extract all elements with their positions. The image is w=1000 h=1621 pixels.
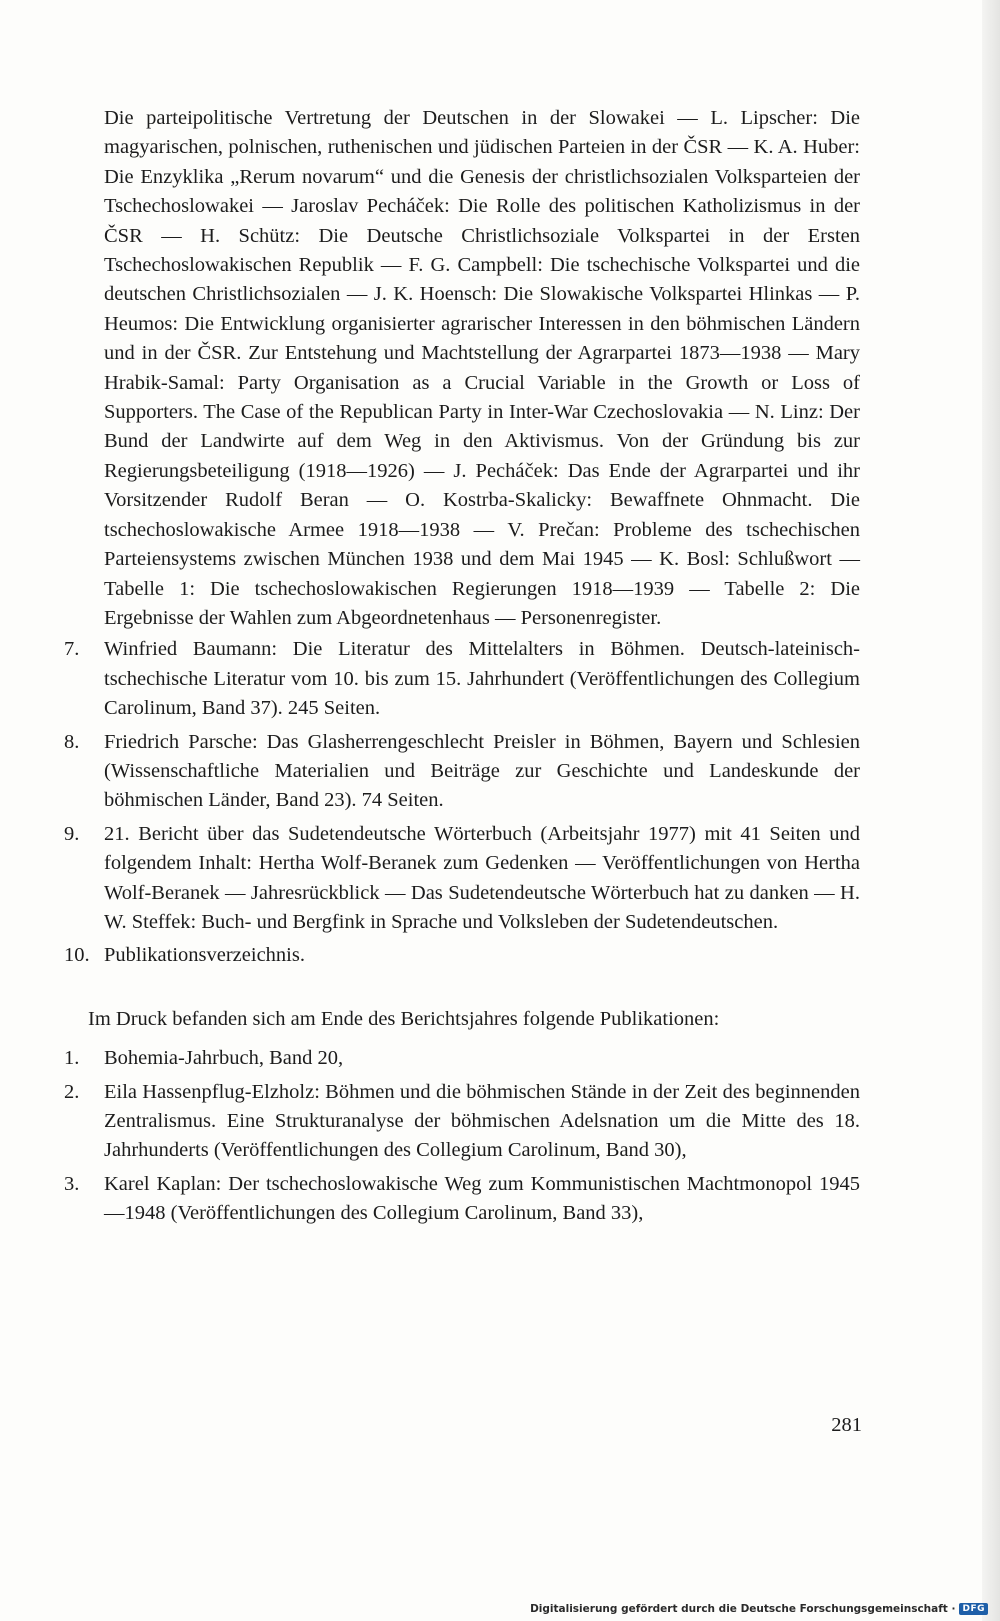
list-item-number: 7. [64,638,80,661]
list-item [64,1044,860,1073]
list-item-text: Winfried Baumann: Die Literatur des Mittelalters in Böhmen. Deutsch-lateinisch-tschechische Literatur vom 10. bis zum 15. Jahrhundert (Veröffentlichungen des Collegium Carolinum, Band 37). 245 Seiten. [104,638,860,720]
list-item [64,635,860,723]
page-edge-shadow [982,0,1000,1621]
list-item-number: 9. [64,822,80,845]
list-item [64,1078,860,1166]
published-list [64,635,860,970]
list-item-text: Friedrich Parsche: Das Glasherrengeschlecht Preisler in Böhmen, Bayern und Schlesien (Wissenschaftliche Materialien und Beiträge zur Geschichte und Landeskunde der böhmischen Länder, Band 23). 74 Seiten. [104,730,860,812]
list-item-text: 21. Bericht über das Sudetendeutsche Wörterbuch (Arbeitsjahr 1977) mit 41 Seiten und folgendem Inhalt: Hertha Wolf-Beranek zum Gedenken — Veröffentlichungen von Hertha Wolf-Beranek — Jahresrückblick — Das Sudetendeutsche Wörterbuch hat zu danken — H. W. Steffek: Buch- und Bergfink in Sprache und Volksleben der Sudetendeutschen. [104,822,860,933]
continuation-paragraph: Die parteipolitische Vertretung der Deutschen in der Slowakei — L. Lipscher: Die magyarischen, polnischen, ruthenischen und jüdischen Parteien in der ČSR — K. A. Huber: Die Enzyklika „Rerum novarum“ und die Genesis der christlichsozialen Volksparteien der Tschechoslowakei — Jaroslav Pecháček: Die Rolle des politischen Katholizismus in der ČSR — H. Schütz: Die Deutsche Christlichsoziale Volkspartei in der Ersten Tschechoslowakischen Republik — F. G. Campbell: Die tschechische Volkspartei und die deutschen Christlichsozialen — J. K. Hoensch: Die Slowakische Volkspartei Hlinkas — P. Heumos: Die Entwicklung organisierter agrarischer Interessen in den böhmischen Ländern und in der ČSR. Zur Entstehung und Machtstellung der Agrarpartei 1873—1938 — Mary Hrabik-Samal: Party Organisation as a Crucial Variable in the Growth or Loss of Supporters. The Case of the Republican Party in Inter-War Czechoslovakia — N. Linz: Der Bund der Landwirte auf dem Weg in den Aktivismus. Von der Gründung bis zur Regierungsbeteiligung (1918—1926) — J. Pecháček: Das Ende der Agrarpartei und ihr Vorsitzender Rudolf Beran — O. Kostrba-Skalicky: Bewaffnete Ohnmacht. Die tschechoslowakische Armee 1918—1938 — V. Prečan: Probleme des tschechischen Parteiensystems zwischen München 1938 und dem Mai 1945 — K. Bosl: Schlußwort — Tabelle 1: Die tschechoslowakischen Regierungen 1918—1939 — Tabelle 2: Die Ergebnisse der Wahlen zum Abgeordnetenhaus — Personenregister. [104,107,860,629]
page-number: 281 [831,1414,862,1436]
list-item [64,728,860,816]
list-item-number: 8. [64,730,80,753]
list-item-number: 2. [64,1080,80,1103]
list-item-text: Karel Kaplan: Der tschechoslowakische Weg zum Kommunistischen Machtmonopol 1945—1948 (Veröffentlichungen des Collegium Carolinum, Band 33), [104,1172,860,1225]
list-item-text: Eila Hassenpflug-Elzholz: Böhmen und die böhmischen Stände in der Zeit des beginnenden Zentralismus. Eine Strukturanalyse der böhmischen Adelsnation um die Mitte des 18. Jahrhunderts (Veröffentlichungen des Collegium Carolinum, Band 30), [104,1080,860,1162]
digitization-footer [530,1603,988,1615]
list-item [64,941,860,970]
list-item [64,820,860,938]
footer-text: Digitalisierung gefördert durch die Deutsche Forschungsgemeinschaft · [530,1603,956,1615]
list-item-number: 1. [64,1047,80,1070]
list-item-text: Bohemia-Jahrbuch, Band 20, [104,1047,344,1070]
list-item [64,1170,860,1229]
in-print-list [64,1044,860,1228]
list-item-text: Publikationsverzeichnis. [104,944,305,967]
list-item-number: 10. [64,944,90,967]
dfg-logo-icon: DFG [959,1603,988,1615]
page-content [64,104,860,1233]
in-print-heading: Im Druck befanden sich am Ende des Berichtsjahres folgende Publikationen: [88,1007,720,1030]
list-item-number: 3. [64,1172,80,1195]
